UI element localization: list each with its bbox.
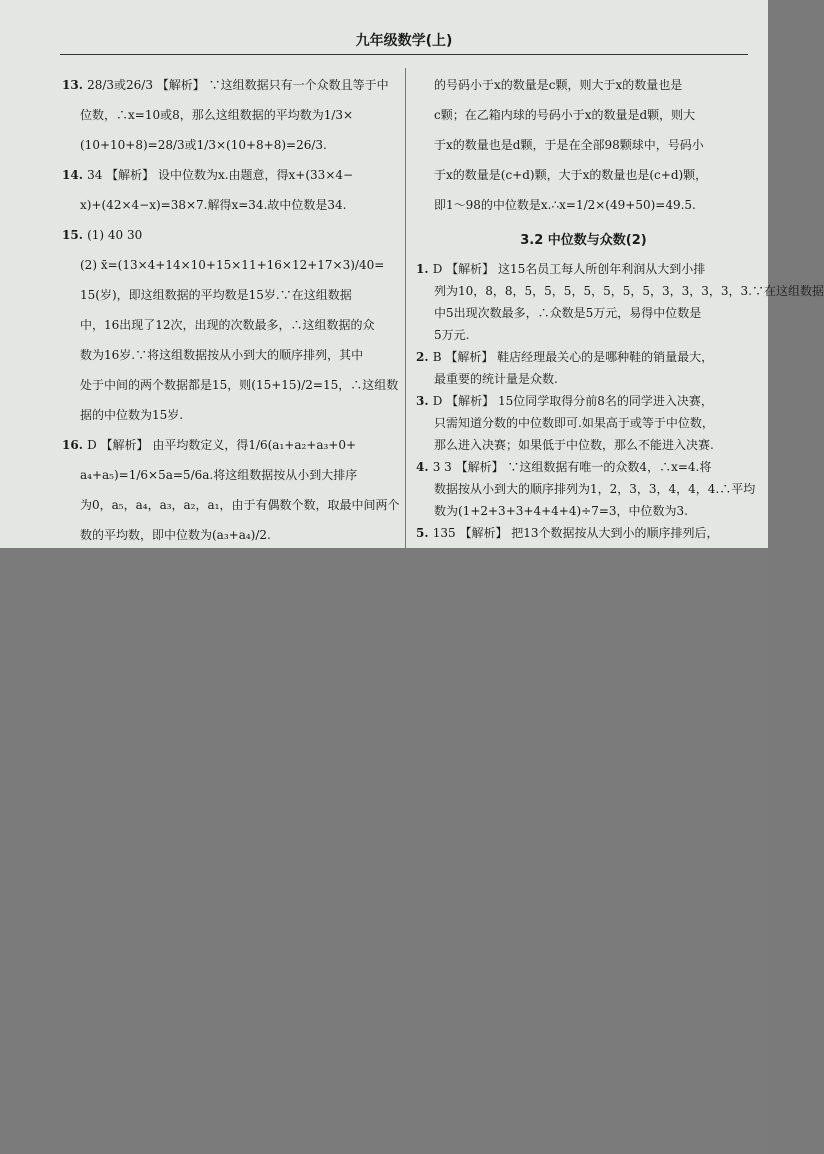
line-text: (2) x̄=(13×4+14×10+15×11+16×12+17×3)/40= [80,258,385,272]
item-number: 3. [416,394,433,408]
item-number: 16. [62,438,88,452]
text-line [416,500,751,522]
line-text: a₄+a₅)=1/6×5a=5/6a.将这组数据按从小到大排序 [80,468,358,482]
text-line [62,250,392,280]
line-text: 28/3或26/3 【解析】 ∵这组数据只有一个众数且等于中 [87,78,389,92]
text-line [416,258,751,280]
line-text: 最重要的统计量是众数. [434,372,558,386]
line-text: (1) 40 30 [87,228,143,242]
text-line: c颗；在乙箱内球的号码小于x的数量是d颗，则大 [434,108,696,122]
text-line [416,434,751,456]
line-text: 只需知道分数的中位数即可.如果高于或等于中位数， [434,416,714,430]
text-line [62,400,392,430]
item-number: 15. [62,228,88,242]
text-line: 于x的数量是(c+d)颗，大于x的数量也是(c+d)颗， [434,168,708,182]
item-number: 13. [62,78,88,92]
text-line [416,522,751,544]
text-line [62,160,392,190]
right-column [416,70,824,610]
line-text: D 【解析】 这15名员工每人所创年利润从大到小排 [432,262,706,276]
line-text: 中5出现次数最多，∴众数是5万元，易得中位数是 [434,306,702,320]
page-header: 九年级数学(上) [60,30,748,55]
line-text: D 【解析】 15位同学取得分前8名的同学进入决赛， [432,394,713,408]
text-line [416,390,751,412]
text-line: 于x的数量也是d颗，于是在全部98颗球中，号码小 [434,138,704,152]
text-line: 即1～98的中位数是x.∴x=1/2×(49+50)=49.5. [434,198,696,212]
right-top-block [416,70,751,220]
text-line [62,100,392,130]
text-line [62,370,399,400]
text-line [62,220,392,250]
line-text: 3 3 【解析】 ∵这组数据有唯一的众数4，∴x=4.将 [432,460,712,474]
text-line: 的号码小于x的数量是c颗，则大于x的数量也是 [434,78,683,92]
section-title: 3.2 中位数与众数(2) [520,233,647,248]
text-line [62,280,392,310]
line-text: 中，16出现了12次，出现的次数最多，∴这组数据的众 [80,318,375,332]
line-text: 数的平均数，即中位数为(a₃+a₄)/2. [80,528,271,542]
blank-gray-area [0,548,768,1154]
line-text: 135 【解析】 把13个数据按从大到小的顺序排列后， [432,526,719,540]
item-number: 14. [62,168,88,182]
text-line [62,460,392,490]
text-line [416,368,751,390]
line-text: D 【解析】 由平均数定义，得1/6(a₁+a₂+a₃+0+ [87,438,357,452]
text-line [62,310,392,340]
item-number: 2. [416,350,433,364]
text-line [416,456,751,478]
line-text: 列为10，8，8，5，5，5，5，5，5，5，3，3，3，3，3.∵在这组数据 [434,284,824,298]
text-line [416,302,751,324]
line-text: 位数，∴x=10或8，那么这组数据的平均数为1/3× [80,108,354,122]
line-text: B 【解析】 鞋店经理最关心的是哪种鞋的销量最大， [432,350,714,364]
line-text: 15(岁)，即这组数据的平均数是15岁.∵在这组数据 [80,288,352,302]
left-column [62,70,400,610]
item-number: 5. [416,526,433,540]
text-line [416,412,751,434]
line-text: 34 【解析】 设中位数为x.由题意，得x+(33×4− [87,168,354,182]
line-text: x)+(42×4−x)=38×7.解得x=34.故中位数是34. [80,198,347,212]
text-line [62,490,400,520]
line-text: (10+10+8)=28/3或1/3×(10+8+8)=26/3. [80,138,327,152]
line-text: 据的中位数为15岁. [80,408,184,422]
text-line [416,324,751,346]
item-number: 4. [416,460,433,474]
line-text: 那么进入决赛；如果低于中位数，那么不能进入决赛. [434,438,714,452]
text-line [416,478,756,500]
line-text: 数为(1+2+3+3+4+4+4)÷7=3，中位数为3. [434,504,688,518]
line-text: 数为16岁.∵将这组数据按从小到大的顺序排列，其中 [80,348,364,362]
column-divider [405,68,406,548]
text-line [62,190,392,220]
text-line [62,70,392,100]
line-text: 为0，a₅，a₄，a₃，a₂，a₁，由于有偶数个数，取最中间两个 [80,498,400,512]
document-page [0,0,824,548]
text-line [416,346,751,368]
text-line [62,340,392,370]
line-text: 处于中间的两个数据都是15，则(15+15)/2=15，∴这组数 [80,378,399,392]
item-number: 1. [416,262,433,276]
text-line [416,280,824,302]
line-text: 数据按从小到大的顺序排列为1，2，3，3，4，4，4.∴平均 [434,482,756,496]
text-line [62,520,392,550]
line-text: 5万元. [434,328,470,342]
text-line [62,130,392,160]
text-line [62,430,392,460]
